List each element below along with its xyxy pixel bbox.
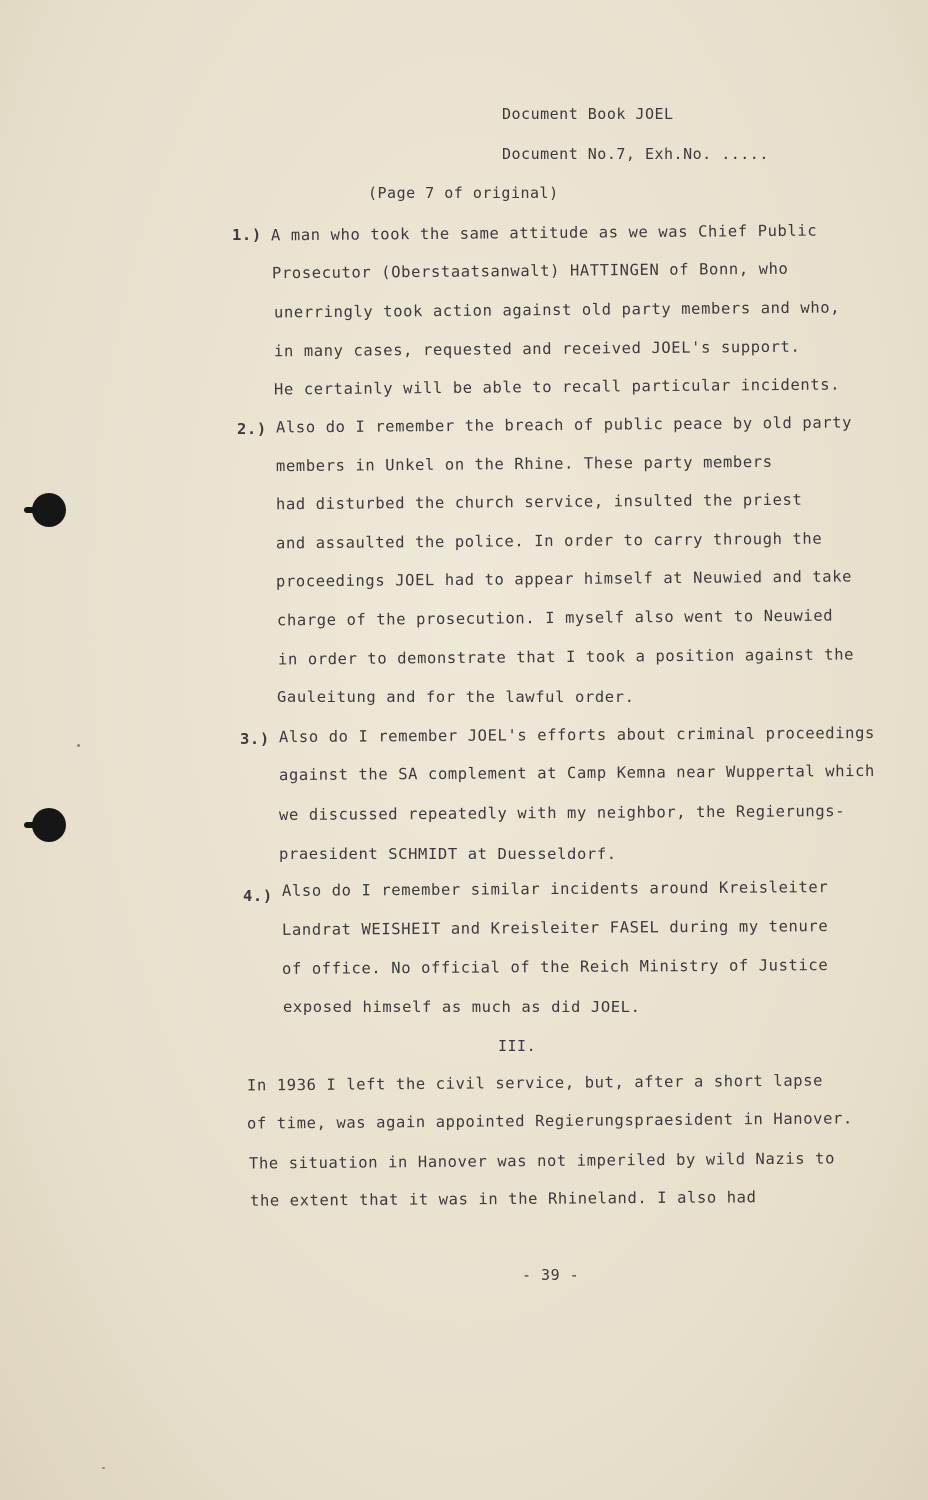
item-line: of office. No official of the Reich Ministry of Justice <box>281 956 829 978</box>
paper-speck <box>77 744 80 747</box>
item-line: we discussed repeatedly with my neighbor, the Regierungs- <box>278 802 846 824</box>
item-line: Gauleitung and for the lawful order. <box>277 688 635 706</box>
page-number: - 39 - <box>522 1266 580 1284</box>
item-line: Also do I remember the breach of public peace by old party <box>275 413 853 437</box>
item-line: A man who took the same attitude as we was Chief Public <box>270 221 818 245</box>
punch-hole-top <box>32 493 66 527</box>
item-line: praesident SCHMIDT at Duesseldorf. <box>279 845 617 863</box>
item-line: Landrat WEISHEIT and Kreisleiter FASEL during my tenure <box>281 917 829 939</box>
page-reference: (Page 7 of original) <box>368 184 559 202</box>
item-number: 3.) <box>240 730 270 748</box>
item-line: in many cases, requested and received JOEL's support. <box>273 337 801 361</box>
item-line: unerringly took action against old party members and who, <box>273 298 841 322</box>
item-number: 4.) <box>243 887 273 905</box>
item-line: and assaulted the police. In order to carry through the <box>275 529 823 553</box>
document-number: Document No.7, Exh.No. ..... <box>502 145 769 163</box>
item-line: Prosecutor (Oberstaatsanwalt) HATTINGEN of Bonn, who <box>271 259 789 283</box>
item-line: Also do I remember JOEL's efforts about criminal proceedings <box>278 723 875 747</box>
paragraph-line: In 1936 I left the civil service, but, after a short lapse <box>246 1071 824 1095</box>
punch-hole-bottom <box>32 808 66 842</box>
paragraph-line: the extent that it was in the Rhineland. I also had <box>249 1188 757 1210</box>
paper-speck <box>102 1467 105 1469</box>
item-line: in order to demonstrate that I took a position against the <box>277 645 855 669</box>
section-heading: III. <box>498 1037 537 1055</box>
item-line: charge of the prosecution. I myself also went to Neuwied <box>276 606 834 630</box>
item-line: exposed himself as much as did JOEL. <box>283 998 641 1016</box>
item-line: He certainly will be able to recall particular incidents. <box>273 375 841 399</box>
item-number: 2.) <box>237 420 267 438</box>
item-line: against the SA complement at Camp Kemna near Wuppertal which <box>278 761 875 785</box>
item-line: members in Unkel on the Rhine. These party members <box>275 452 773 476</box>
item-number: 1.) <box>232 226 262 244</box>
item-line: had disturbed the church service, insulted the priest <box>275 490 803 514</box>
document-book-title: Document Book JOEL <box>502 105 674 123</box>
item-line: Also do I remember similar incidents around Kreisleiter <box>281 878 829 900</box>
paragraph-line: The situation in Hanover was not imperiled by wild Nazis to <box>248 1149 836 1173</box>
paragraph-line: of time, was again appointed Regierungspraesident in Hanover. <box>246 1109 853 1133</box>
item-line: proceedings JOEL had to appear himself at Neuwied and take <box>275 567 853 591</box>
